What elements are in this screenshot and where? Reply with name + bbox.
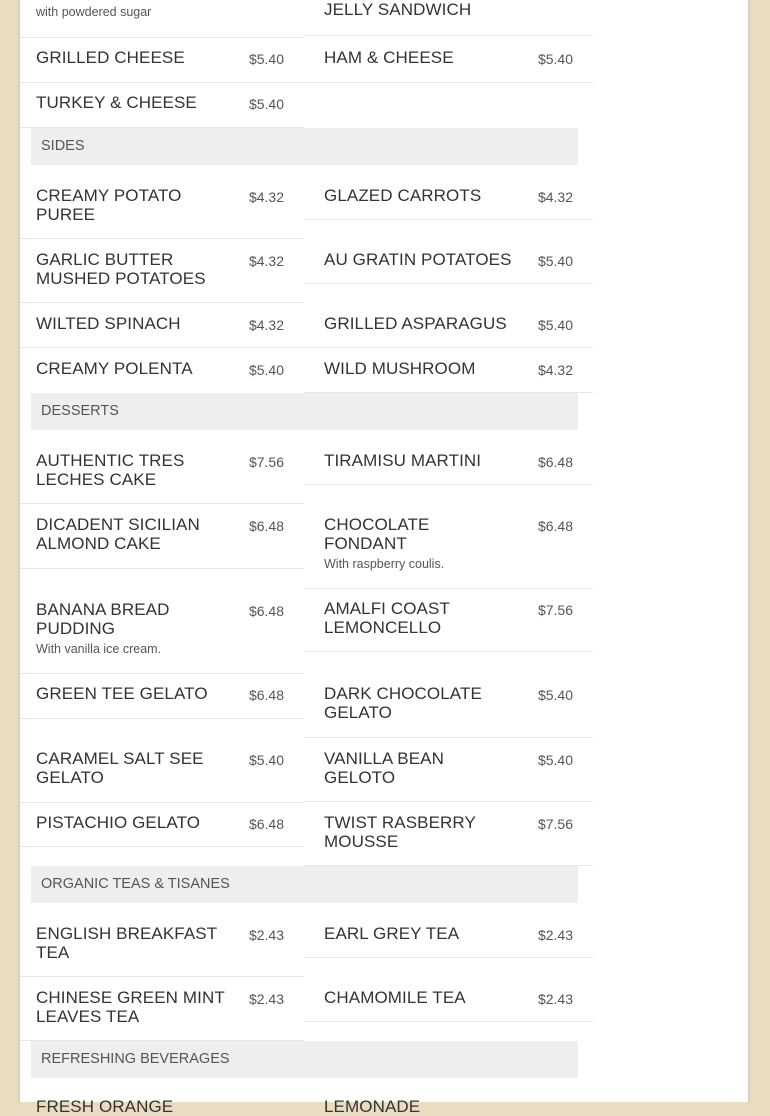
item-name: ENGLISH BREAKFAST TEA — [36, 924, 217, 962]
menu-item[interactable] — [20, 348, 304, 393]
item-description: With vanilla ice cream. — [36, 642, 162, 656]
menu-item[interactable] — [20, 303, 304, 348]
menu-item[interactable] — [304, 36, 593, 83]
menu-item[interactable] — [20, 83, 304, 128]
menu-item[interactable] — [304, 0, 593, 36]
item-price: $6.48 — [248, 687, 284, 703]
item-price: $2.43 — [537, 927, 573, 943]
item-price: $5.40 — [248, 96, 284, 112]
section-header-desserts: DESSERTS — [31, 393, 578, 430]
menu-item[interactable] — [20, 803, 304, 847]
item-price: $4.32 — [248, 317, 284, 333]
menu-item[interactable] — [20, 174, 304, 239]
menu-item[interactable] — [304, 589, 593, 652]
menu-item[interactable] — [20, 977, 304, 1041]
item-name: PISTACHIO GELATO — [36, 813, 201, 832]
menu-item[interactable] — [304, 802, 593, 866]
item-name: VANILLA BEAN GELOTO — [324, 749, 444, 787]
item-price: $6.48 — [537, 454, 573, 470]
menu-item[interactable] — [304, 738, 593, 802]
item-name: GREEN TEE GELATO — [36, 684, 208, 703]
menu-item[interactable] — [304, 652, 593, 738]
item-name: WILTED SPINACH — [36, 314, 181, 333]
item-name: DARK CHOCOLATE GELATO — [324, 684, 482, 722]
item-name: GRILLED CHEESE — [36, 48, 185, 67]
item-price: $7.56 — [248, 454, 284, 470]
menu-item[interactable] — [20, 38, 304, 83]
menu-item[interactable] — [20, 1087, 304, 1116]
item-name: CREAMY POLENTA — [36, 359, 193, 378]
item-name: LEMONADE — [324, 1097, 421, 1116]
section-header-beverages: REFRESHING BEVERAGES — [31, 1041, 578, 1078]
item-name: TURKEY & CHEESE — [36, 93, 197, 112]
item-name: CHINESE GREEN MINT LEAVES TEA — [36, 988, 225, 1026]
item-name: BANANA BREAD PUDDING — [36, 600, 170, 638]
item-name: GLAZED CARROTS — [324, 186, 482, 205]
item-name: FRESH ORANGE — [36, 1097, 174, 1116]
menu-item[interactable] — [304, 303, 593, 348]
menu-item[interactable] — [304, 174, 593, 220]
item-name: HAM & CHEESE — [324, 48, 454, 67]
item-name: CARAMEL SALT SEE GELATO — [36, 749, 204, 787]
item-price: $7.56 — [537, 602, 573, 618]
item-name: GRILLED ASPARAGUS — [324, 314, 507, 333]
menu-item[interactable] — [304, 1087, 593, 1116]
item-price: $4.32 — [537, 189, 573, 205]
item-name: JELLY SANDWICH — [324, 0, 472, 19]
item-price: $5.40 — [537, 253, 573, 269]
item-price: $5.40 — [537, 317, 573, 333]
item-name: AMALFI COAST LEMONCELLO — [324, 599, 450, 637]
item-name: AU GRATIN POTATOES — [324, 250, 512, 269]
item-price: $4.32 — [537, 362, 573, 378]
menu-item[interactable] — [304, 348, 593, 393]
menu-item[interactable] — [20, 912, 304, 977]
item-price: $2.43 — [248, 991, 284, 1007]
menu-item[interactable] — [20, 568, 304, 674]
menu-item[interactable] — [304, 912, 593, 958]
menu-item[interactable] — [20, 0, 304, 38]
item-name: GARLIC BUTTER MUSHED POTATOES — [36, 250, 206, 288]
item-description: With raspberry coulis. — [324, 557, 445, 571]
menu-item[interactable] — [20, 719, 304, 803]
item-name: WILD MUSHROOM — [324, 359, 476, 378]
menu-item[interactable] — [304, 977, 593, 1022]
item-price: $4.32 — [248, 253, 284, 269]
menu-item[interactable] — [20, 504, 304, 568]
item-price: $6.48 — [248, 603, 284, 619]
menu-item[interactable] — [304, 439, 593, 485]
section-header-sides: SIDES — [31, 128, 578, 165]
item-name: TWIST RASBERRY MOUSSE — [324, 813, 476, 851]
item-name: CHOCOLATE FONDANT — [324, 515, 430, 553]
item-price: $6.48 — [537, 518, 573, 534]
item-price: $4.32 — [248, 189, 284, 205]
menu-item[interactable] — [20, 439, 304, 504]
menu-item[interactable] — [304, 504, 593, 589]
item-price: $5.40 — [248, 362, 284, 378]
item-price: $5.40 — [537, 687, 573, 703]
item-price: $5.40 — [248, 752, 284, 768]
menu-item[interactable] — [20, 674, 304, 719]
item-price: $5.40 — [248, 51, 284, 67]
menu-item[interactable] — [304, 239, 593, 284]
item-name: EARL GREY TEA — [324, 924, 460, 943]
item-price: $6.48 — [248, 816, 284, 832]
item-price: $2.43 — [537, 991, 573, 1007]
item-name: AUTHENTIC TRES LECHES CAKE — [36, 451, 185, 489]
item-price: $5.40 — [537, 752, 573, 768]
item-description: with powdered sugar — [36, 5, 152, 19]
item-price: $5.40 — [537, 51, 573, 67]
item-price: $7.56 — [537, 816, 573, 832]
item-name: DICADENT SICILIAN ALMOND CAKE — [36, 515, 200, 553]
item-name: CHAMOMILE TEA — [324, 988, 466, 1007]
item-name: TIRAMISU MARTINI — [324, 451, 482, 470]
section-header-teas: ORGANIC TEAS & TISANES — [31, 866, 578, 903]
item-price: $6.48 — [248, 518, 284, 534]
item-name: CREAMY POTATO PUREE — [36, 186, 182, 224]
menu-item[interactable] — [20, 239, 304, 303]
item-price: $2.43 — [248, 927, 284, 943]
